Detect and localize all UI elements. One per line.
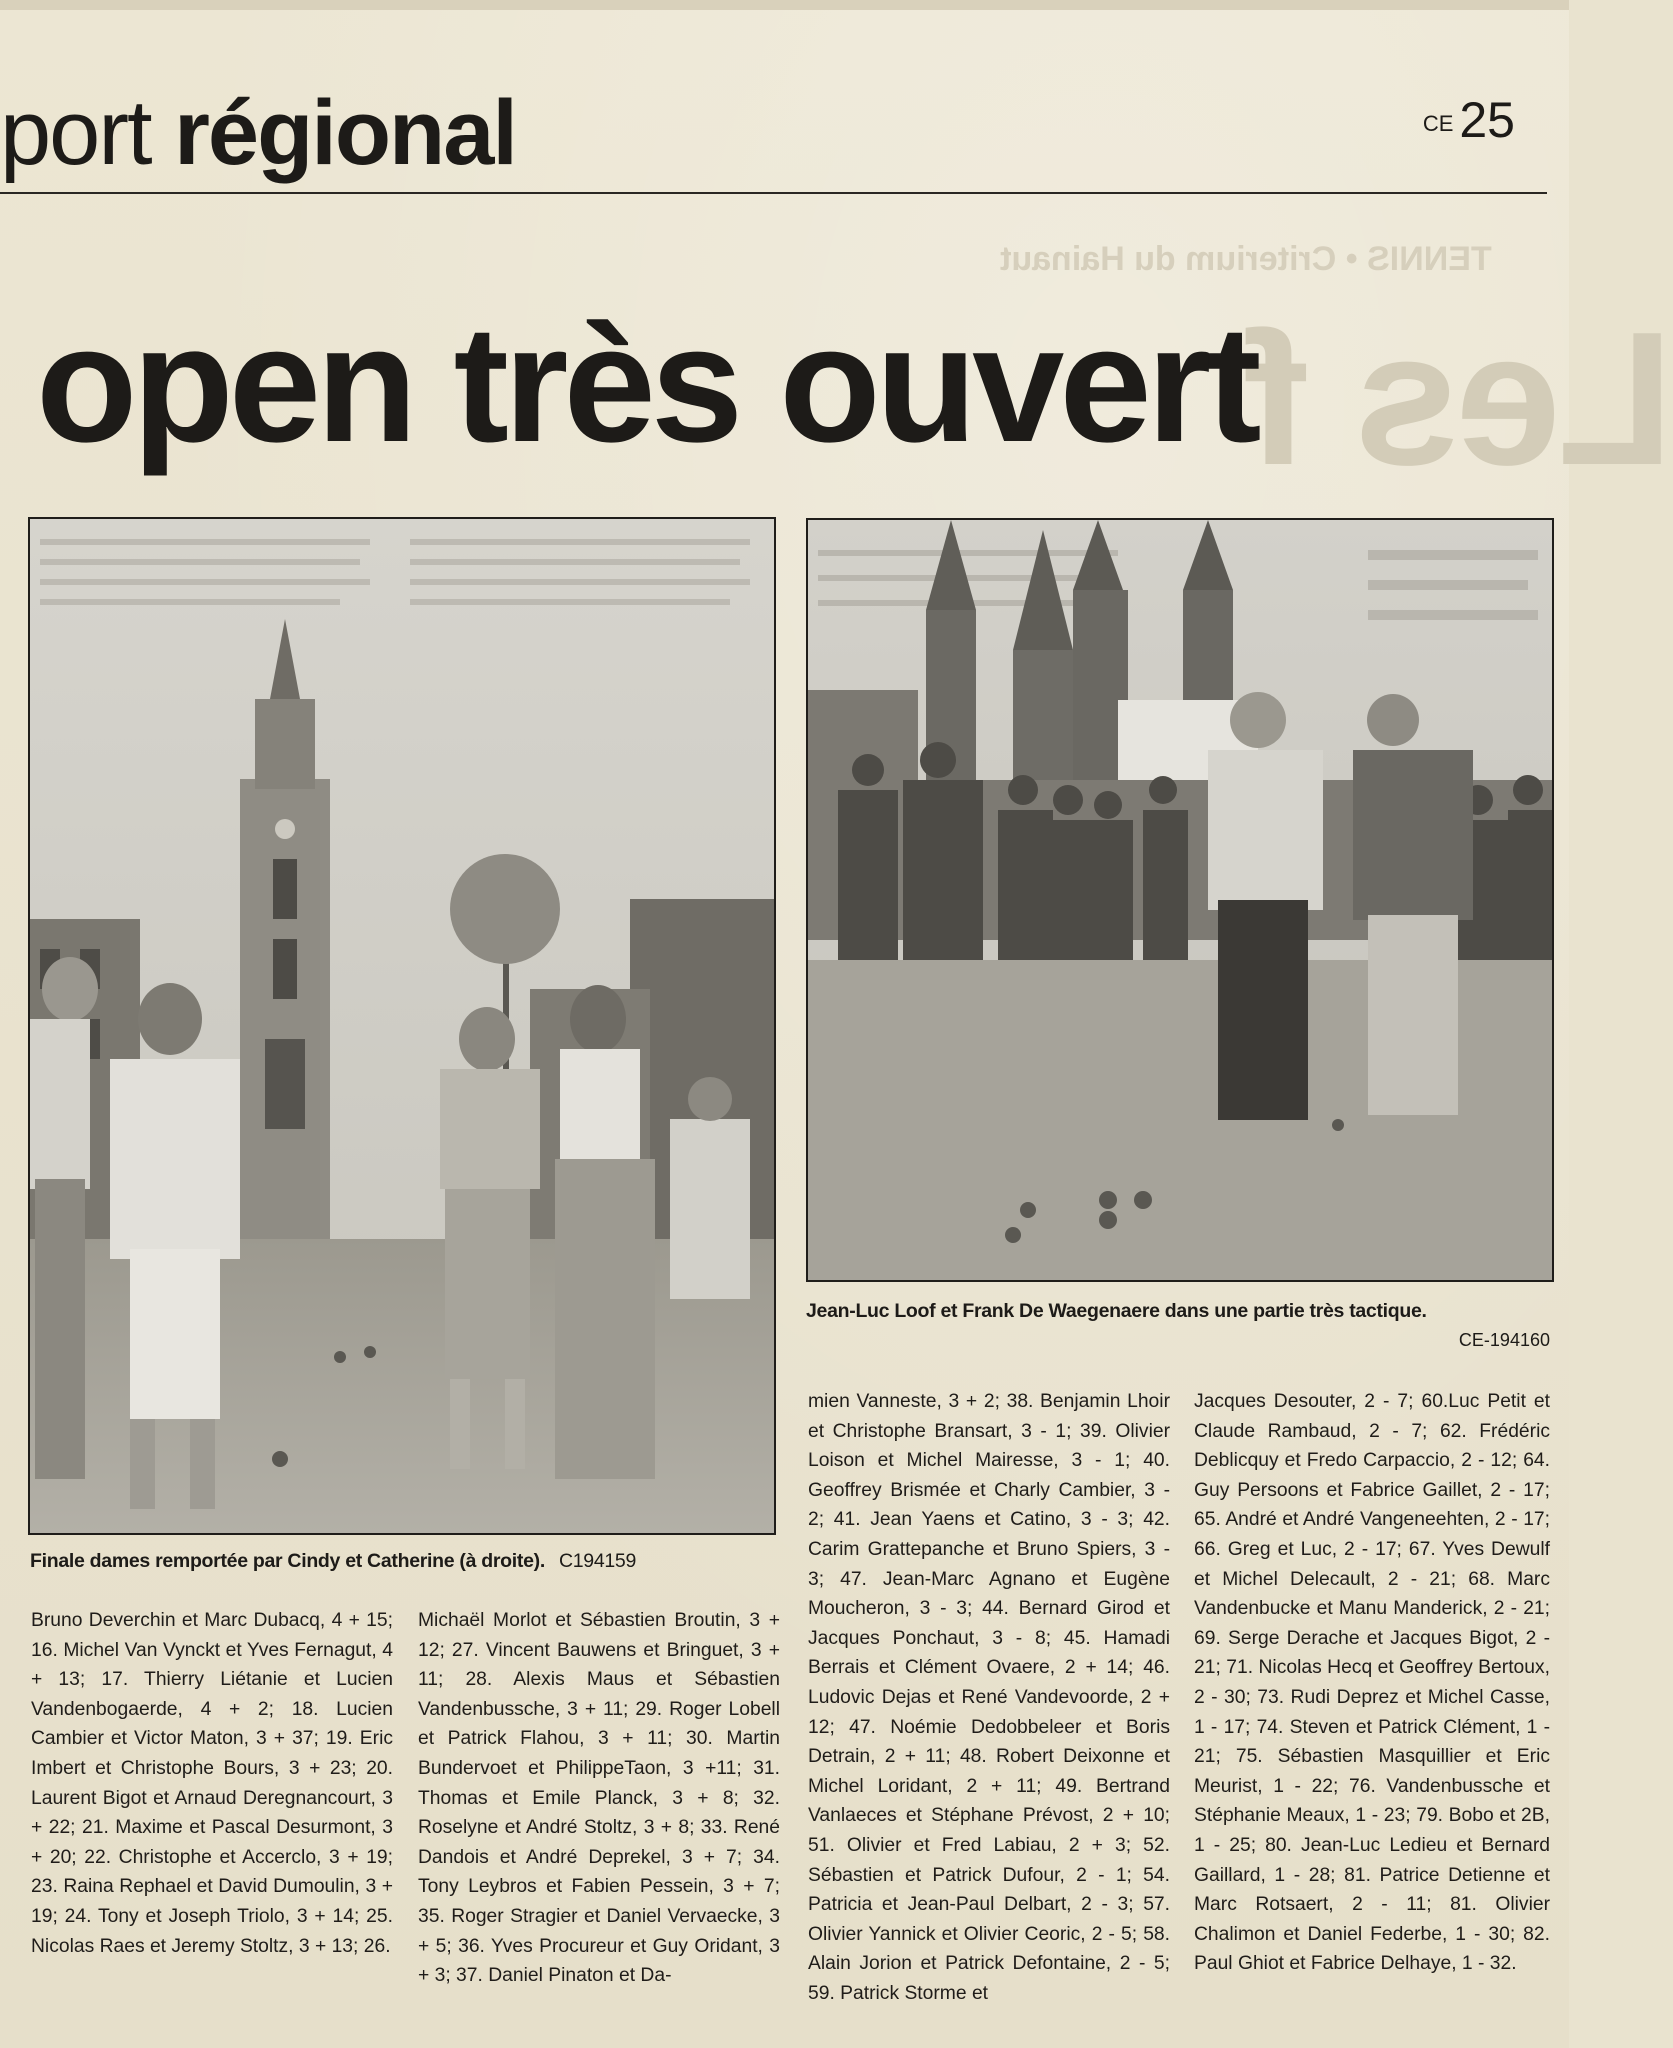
caption-right-code: CE-194160	[1458, 1330, 1550, 1350]
caption-left-text: Finale dames remportée par Cindy et Catherine (à droite).	[30, 1550, 545, 1572]
results-column-2: Michaël Morlot et Sébastien Broutin, 3 + 12; 27. Vincent Bauwens et Bringuet, 3 + 11; 28. Alexis Maus et Sébastien Vandenbussche, 3 + 11; 29. Roger Lobell et Patrick Flahou, 3 + 11; 30. Martin Bundervoet et PhilippeTaon, 3 +11; 31. Thomas et Emile Planck, 3 + 8; 32. Roselyne et André Stoltz, 3 + 8; 33. René Dandois et André Deprekel, 3 + 7; 34. Tony Leybros et Fabien Pessein, 3 + 7; 35. Roger Stragier et Daniel Vervaecke, 3 + 5; 36. Yves Procureur et Guy Oridant, 3 + 3; 37. Daniel Pinaton et Da-	[418, 1610, 780, 1987]
photo-womens-final-image	[30, 519, 774, 1533]
caption-left	[30, 1550, 636, 1573]
caption-right-text: Jean-Luc Loof et Frank De Waegenaere dans une partie très tactique.	[806, 1300, 1427, 1322]
photo-womens-final	[28, 517, 776, 1535]
section-header	[0, 78, 516, 188]
page-number: 25	[1459, 92, 1515, 148]
photo-mens-match	[806, 518, 1554, 1282]
section-title-bold: régional	[174, 82, 516, 184]
page-prefix: CE	[1422, 110, 1454, 136]
page-number-block	[1423, 90, 1515, 154]
article-headline: open très ouvert	[36, 292, 1257, 477]
results-column-1: Bruno Deverchin et Marc Dubacq, 4 + 15; 16. Michel Van Vynckt et Yves Fernagut, 4 + 13; 17. Thierry Liétanie et Lucien Vandenbogaerde, 4 + 2; 18. Lucien Cambier et Victor Maton, 3 + 37; 19. Eric Imbert et Christophe Bours, 3 + 23; 20. Laurent Bigot et Arnaud Deregnancourt, 3 + 22; 21. Maxime et Pascal Desurmont, 3 + 20; 22. Christophe et Accerclo, 3 + 19; 23. Raina Rephael et David Dumoulin, 3 + 19; 24. Tony et Joseph Triolo, 3 + 14; 25. Nicolas Raes et Jeremy Stoltz, 3 + 13; 26.	[31, 1610, 393, 1957]
bleed-through-headline: Les f	[1250, 293, 1673, 505]
section-title-light: port	[0, 82, 175, 184]
results-column-4: Jacques Desouter, 2 - 7; 60.Luc Petit et Claude Rambaud, 2 - 7; 62. Frédéric Deblicquy et Fredo Carpaccio, 2 - 12; 64. Guy Persoons et Fabrice Gaillet, 2 - 17; 65. André et André Vangeneehten, 2 - 17; 66. Greg et Luc, 2 - 17; 67. Yves Dewulf et Michel Delecault, 2 - 21; 68. Marc Vandenbucke et Manu Manderick, 2 - 21; 69. Serge Derache et Jacques Bigot, 2 - 21; 71. Nicolas Hecq et Geoffrey Bertoux, 2 - 30; 73. Rudi Deprez et Michel Casse, 1 - 17; 74. Steven et Patrick Clément, 1 - 21; 75. Sébastien Masquillier et Eric Meurist, 1 - 22; 76. Vandenbussche et Stéphanie Meaux, 1 - 23; 79. Bobo et 2B, 1 - 25; 80. Jean-Luc Ledieu et Bernard Gaillard, 1 - 28; 81. Patrice Detienne et Marc Rotsaert, 2 - 11; 81. Olivier Chalimon et Daniel Federbe, 1 - 30; 82. Paul Ghiot et Fabrice Delhaye, 1 - 32.	[1194, 1391, 1550, 1975]
photo-mens-match-image	[808, 520, 1552, 1280]
header-rule	[0, 192, 1547, 194]
bleed-through-kicker: TENNIS • Criterium du Hainaut	[1000, 240, 1492, 278]
caption-right	[806, 1300, 1427, 1323]
results-column-3: mien Vanneste, 3 + 2; 38. Benjamin Lhoir et Christophe Bransart, 3 - 1; 39. Olivier Loison et Michel Mairesse, 3 - 1; 40. Geoffrey Brismée et Charly Cambier, 3 - 2; 41. Jean Yaens et Catino, 3 - 3; 42. Carim Grattepanche et Bruno Spiers, 3 - 3; 47. Jean-Marc Agnano et Eugène Moucheron, 3 - 3; 44. Bernard Girod et Jacques Ponchaut, 3 - 8; 45. Hamadi Berrais et Clément Ovaere, 2 + 14; 46. Ludovic Dejas et René Vandevoorde, 2 + 12; 47. Noémie Dedobbeleer et Boris Detrain, 2 + 11; 48. Robert Deixonne et Michel Loridant, 2 + 11; 49. Bertrand Vanlaeces et Stéphane Prévost, 2 + 10; 51. Olivier et Fred Labiau, 2 + 3; 52. Sébastien et Patrick Dufour, 2 - 1; 54. Patricia et Jean-Paul Delbart, 2 - 3; 57. Olivier Yannick et Olivier Ceoric, 2 - 5; 58. Alain Jorion et Patrick Defontaine, 2 - 5; 59. Patrick Storme et	[808, 1391, 1170, 2004]
page-top-edge	[0, 0, 1569, 10]
caption-left-code: C194159	[558, 1550, 637, 1572]
